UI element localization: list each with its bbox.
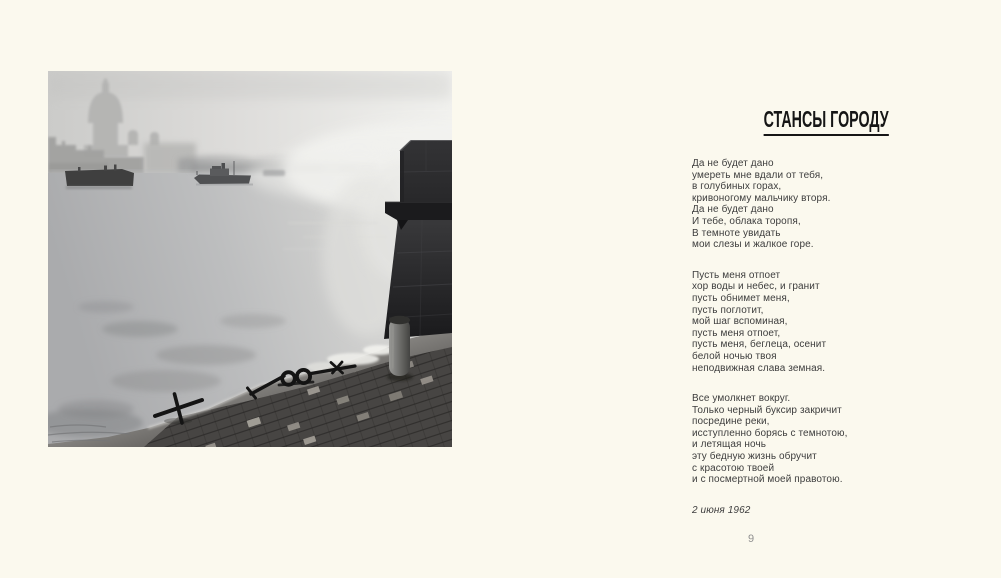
poem-line: в голубиных горах, (692, 181, 782, 193)
poem-line: пусть поглотит, (692, 304, 764, 316)
distant-boat (263, 170, 285, 176)
left-page (0, 0, 500, 578)
page-number: 9 (747, 533, 755, 545)
wall-cornice (385, 202, 452, 220)
poem-title: СТАНСЫ ГОРОДУ (764, 108, 889, 136)
poem-line: кривоногому мальчику вторя. (692, 192, 831, 204)
poem-line: пусть обнимет меня, (692, 292, 790, 304)
poem-line: Только черный буксир закричит (692, 404, 842, 416)
poem-stanza (692, 158, 847, 251)
poem-line: исступленно борясь с темнотою, (692, 427, 848, 439)
poem-line: белой ночью твоя (692, 350, 777, 362)
poem (692, 158, 847, 516)
poem-line: пусть меня, беглеца, осенит (692, 339, 827, 351)
poem-line: Да не будет дано (692, 204, 774, 216)
poem-line: посредине реки, (692, 416, 770, 428)
poem-line: эту бедную жизнь обручит (692, 451, 817, 463)
poem-line: пусть меня отпоет, (692, 327, 781, 339)
poem-line: Пусть меня отпоет (692, 269, 781, 281)
poem-line: В темноте увидать (692, 227, 781, 239)
poem-line: умереть мне вдали от тебя, (692, 169, 824, 181)
photo-illustration (48, 71, 452, 447)
poem-line: мой шаг вспоминая, (692, 316, 788, 328)
poem-stanza (692, 393, 847, 486)
poem-line: и летящая ночь (692, 439, 767, 451)
poem-line: неподвижная слава земная. (692, 362, 826, 374)
poem-line: Все умолкнет вокруг. (692, 393, 791, 405)
embankment-photo (48, 71, 452, 447)
poem-title-wrap (687, 108, 889, 136)
poem-stanza (692, 270, 847, 374)
poem-line: Да не будет дано (692, 158, 774, 169)
poem-line: с красотою твоей (692, 462, 775, 474)
poem-line: хор воды и небес, и гранит (692, 281, 820, 293)
poem-line: и с посмертной моей правотою. (692, 474, 843, 486)
poem-date: 2 июня 1962 (692, 504, 751, 516)
poem-line: мои слезы и жалкое горе. (692, 239, 814, 251)
poem-line: И тебе, облака торопя, (692, 215, 801, 227)
